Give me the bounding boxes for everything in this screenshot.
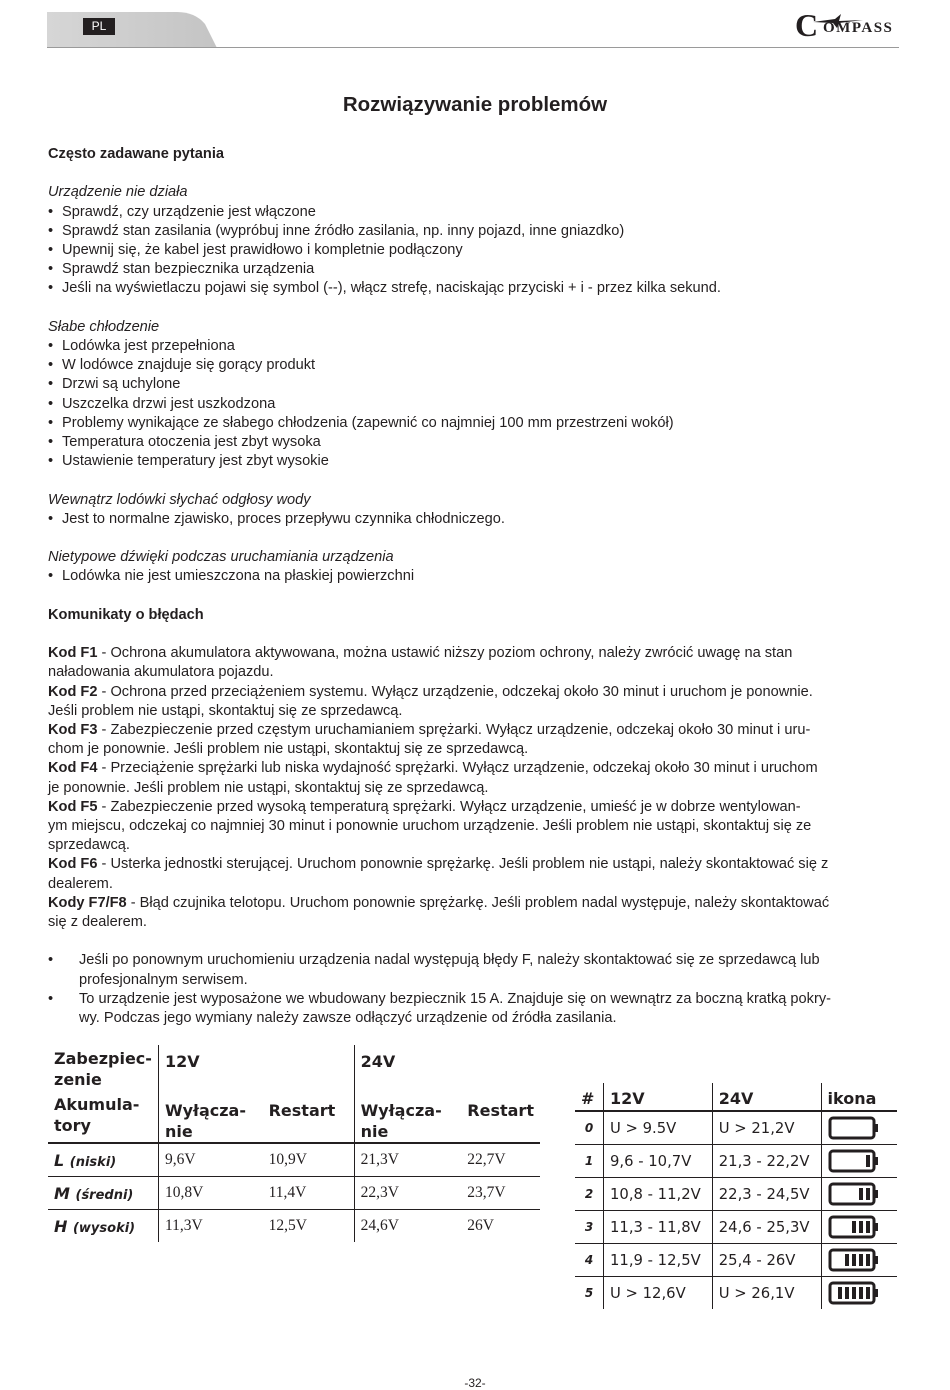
section-title: Wewnątrz lodówki słychać odgłosy wody [48, 491, 311, 508]
battery-icon [828, 1280, 880, 1306]
header-band [47, 12, 899, 48]
battery-icon [828, 1214, 880, 1240]
page-title: Rozwiązywanie problemów [342, 93, 608, 116]
table-row: H (wysoki) 11,3V 12,5V 24,6V 26V [48, 1210, 540, 1243]
table-row: 4 11,9 - 12,5V 25,4 - 26V [575, 1244, 897, 1277]
battery-bar [866, 1254, 870, 1266]
list-item: • Sprawdź stan bezpiecznika urządzenia [48, 260, 904, 279]
battery-tip [874, 1223, 878, 1231]
error-entry: Kod F6 - Usterka jednostki sterującej. Uruchom ponownie sprężarkę. Jeśli problem nie ustąpi, należy skontaktować się z dealerem. [48, 856, 829, 892]
table-row: 2 10,8 - 11,2V 22,3 - 24,5V [575, 1178, 897, 1211]
list-item: • Jeśli na wyświetlaczu pojawi się symbol (--), włącz strefę, naciskając przyciski + i - przez kilka sekund. [48, 279, 904, 298]
battery-bar [866, 1155, 870, 1167]
error-code: Kod F1 [48, 645, 98, 662]
battery-level-table [575, 1083, 897, 1309]
battery-icon [828, 1247, 880, 1273]
table-row: 1 9,6 - 10,7V 21,3 - 22,2V [575, 1145, 897, 1178]
header-12v: 12V [158, 1045, 354, 1090]
list-item: • Ustawienie temperatury jest zbyt wysokie [48, 452, 904, 471]
col-header-number: # [575, 1083, 603, 1111]
list-item: • Sprawdź, czy urządzenie jest włączone [48, 203, 904, 222]
list-item: • Sprawdź stan zasilania (wypróbuj inne źródło zasilania, np. inny pojazd, inne gniazdko) [48, 222, 904, 241]
bullet-list [48, 337, 904, 471]
col-header-12v: 12V [603, 1083, 712, 1111]
faq-heading: Często zadawane pytania [48, 146, 224, 162]
error-code: Kod F4 [48, 760, 98, 777]
battery-bar [852, 1287, 856, 1299]
main-content [48, 145, 904, 1028]
battery-bar [866, 1188, 870, 1200]
note-item: • To urządzenie jest wyposażone we wbudowany bezpiecznik 15 A. Znajduje się on wewnątrz za boczną kratką pokry- wy. Podczas jego wymiany należy zawsze odłączyć urządzenie od źródła zasilania. [48, 990, 904, 1028]
section-title: Słabe chłodzenie [48, 318, 160, 335]
svg-text:C: C [795, 8, 819, 42]
errors-heading: Komunikaty o błędach [48, 606, 204, 623]
notes-list [48, 951, 904, 1028]
list-item: • Problemy wynikające ze słabego chłodzenia (zapewnić co najmniej 100 mm przestrzeni wokół) [48, 414, 904, 433]
battery-tip [874, 1157, 878, 1165]
battery-bar [845, 1254, 849, 1266]
error-code: Kod F6 [48, 856, 98, 873]
list-item: • Drzwi są uchylone [48, 375, 904, 394]
bullet-list [48, 203, 904, 299]
error-entry: Kod F3 - Zabezpieczenie przed częstym uruchamianiem sprężarki. Wyłącz urządzenie, odczekaj około 30 minut i uru- chom je ponownie. Jeśli problem nie ustąpi, skontaktuj się ze sprzedawcą. [48, 722, 811, 758]
battery-tip [874, 1190, 878, 1198]
battery-bar [859, 1188, 863, 1200]
battery-bar [838, 1287, 842, 1299]
battery-bar [852, 1221, 856, 1233]
error-entry: Kod F2 - Ochrona przed przeciążeniem systemu. Wyłącz urządzenie, odczekaj około 30 minut i uruchom je ponownie. Jeśli problem nie ustąpi, skontaktuj się ze sprzedawcą. [48, 683, 813, 719]
table-row: 0 U > 9.5V U > 21,2V [575, 1111, 897, 1145]
battery-icon [828, 1115, 880, 1141]
list-item: • Temperatura otoczenia jest zbyt wysoka [48, 433, 904, 452]
language-badge: PL [83, 18, 115, 35]
bullet-list [48, 567, 904, 586]
battery-tip [874, 1289, 878, 1297]
list-item: • Jest to normalne zjawisko, proces przepływu czynnika chłodniczego. [48, 510, 904, 529]
battery-bar [845, 1287, 849, 1299]
battery-bar [866, 1221, 870, 1233]
battery-tip [874, 1124, 878, 1132]
col-header-icon: ikona [821, 1083, 897, 1111]
list-item: • W lodówce znajduje się gorący produkt [48, 356, 904, 375]
note-item: • Jeśli po ponownym uruchomieniu urządzenia nadal występują błędy F, należy skontaktować się ze sprzedawcą lub profesjonalnym serwisem. [48, 951, 904, 989]
battery-protection-table [48, 1045, 540, 1242]
list-item: • Lodówka nie jest umieszczona na płaskiej powierzchni [48, 567, 904, 586]
battery-icon [828, 1148, 880, 1174]
table-row: 5 U > 12,6V U > 26,1V [575, 1277, 897, 1310]
error-entry: Kod F1 - Ochrona akumulatora aktywowana, można ustawić niższy poziom ochrony, należy zwrócić uwagę na stan naładowania akumulatora pojazdu. [48, 645, 793, 681]
battery-icon [828, 1181, 880, 1207]
table-row: L (niski) 9,6V 10,9V 21,3V 22,7V [48, 1143, 540, 1177]
list-item: • Uszczelka drzwi jest uszkodzona [48, 395, 904, 414]
battery-body [830, 1118, 874, 1138]
error-code: Kod F2 [48, 683, 98, 700]
logo-wordmark: OMPASS [823, 20, 894, 36]
table-row: M (średni) 10,8V 11,4V 22,3V 23,7V [48, 1177, 540, 1210]
bullet-list [48, 510, 904, 529]
battery-header: Akumula- tory [48, 1090, 158, 1143]
error-code: Kod F5 [48, 798, 98, 815]
section-title: Nietypowe dźwięki podczas uruchamiania urządzenia [48, 549, 394, 566]
restart-header: Restart [263, 1090, 355, 1143]
error-entry: Kody F7/F8 - Błąd czujnika telotopu. Uruchom ponownie sprężarkę. Jeśli problem nadal występuje, należy skontaktować się z dealerem. [48, 894, 830, 931]
list-item: • Lodówka jest przepełniona [48, 337, 904, 356]
section-title: Urządzenie nie działa [48, 184, 188, 201]
battery-tip [874, 1256, 878, 1264]
table-row: 3 11,3 - 11,8V 24,6 - 25,3V [575, 1211, 897, 1244]
col-header-24v: 24V [712, 1083, 821, 1111]
off-header: Wyłącza- nie [354, 1090, 461, 1143]
restart-header: Restart [461, 1090, 540, 1143]
error-code: Kody F7/F8 [48, 894, 127, 911]
page-number: -32- [464, 1376, 486, 1390]
list-item: • Upewnij się, że kabel jest prawidłowo i kompletnie podłączony [48, 241, 904, 260]
battery-bar [859, 1287, 863, 1299]
error-entry: Kod F4 - Przeciążenie sprężarki lub niska wydajność sprężarki. Wyłącz urządzenie, odczekaj około 30 minut i uruchom je ponownie. Jeśli problem nie ustąpi, skontaktuj się ze sprzedawcą. [48, 760, 818, 796]
off-header: Wyłącza- nie [158, 1090, 262, 1143]
header-24v: 24V [354, 1045, 540, 1090]
battery-bar [859, 1254, 863, 1266]
battery-bar [866, 1287, 870, 1299]
battery-bar [852, 1254, 856, 1266]
error-code: Kod F3 [48, 722, 98, 738]
protection-header: Zabezpiec- zenie [54, 1049, 152, 1089]
error-entry: Kod F5 - Zabezpieczenie przed wysoką temperaturą sprężarki. Wyłącz urządzenie, umieść je w dobrze wentylowan- ym miejscu, odczekaj co najmniej 30 minut i ponownie uruchom urządzenie. Jeśli problem nie ustąpi, skontaktuj się ze sprzedawcą. [48, 798, 812, 854]
battery-bar [859, 1221, 863, 1233]
